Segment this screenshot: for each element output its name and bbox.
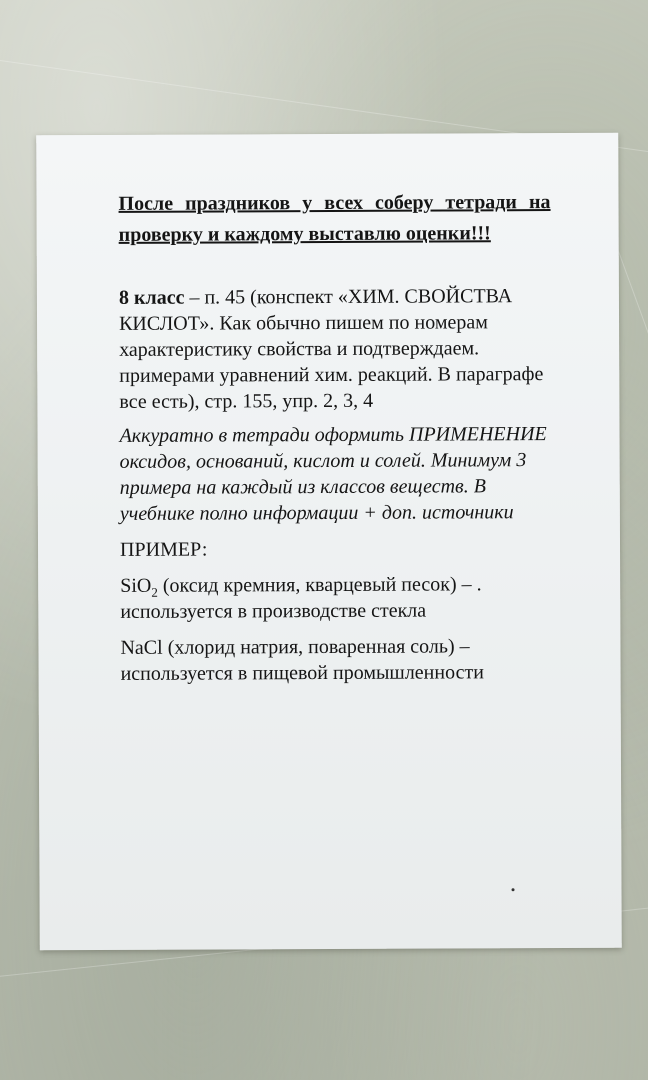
example-text: (хлорид натрия, поваренная соль) – используется в пищевой промышленности <box>120 635 484 685</box>
application-instruction: Аккуратно в тетради оформить ПРИМЕНЕНИЕ оксидов, оснований, кислот и солей. Минимум 3 примера на каждый из классов веществ. В учебнике полно информации + доп. источники <box>119 423 547 525</box>
paper-sheet <box>36 133 622 951</box>
formula-sio2: SiO <box>120 574 152 597</box>
grade-label: 8 класс <box>118 286 185 309</box>
formula-subscript: 2 <box>151 584 158 600</box>
example-nacl <box>120 633 552 687</box>
document-content <box>118 187 552 687</box>
example-text: (оксид кремния, кварцевый песок) – . используется в производстве стекла <box>120 573 482 623</box>
formula-nacl: NaCl <box>120 636 163 659</box>
grade-assignment-text: – п. 45 (конспект «ХИМ. СВОЙСТВА КИСЛОТ». Как обычно пишем по номерам характеристику свойства и подтверждаем. примерами уравнений хим. реакций. В параграфе все есть), стр. 155, упр. 2, 3, 4 <box>119 285 544 413</box>
ink-dot <box>512 888 515 891</box>
headline: После праздников у всех соберу тетради на проверку и каждому выставлю оценки!!! <box>118 191 551 246</box>
grade-8-assignment <box>119 283 552 415</box>
example-sio2 <box>120 571 552 625</box>
example-title: ПРИМЕР: <box>119 538 208 561</box>
